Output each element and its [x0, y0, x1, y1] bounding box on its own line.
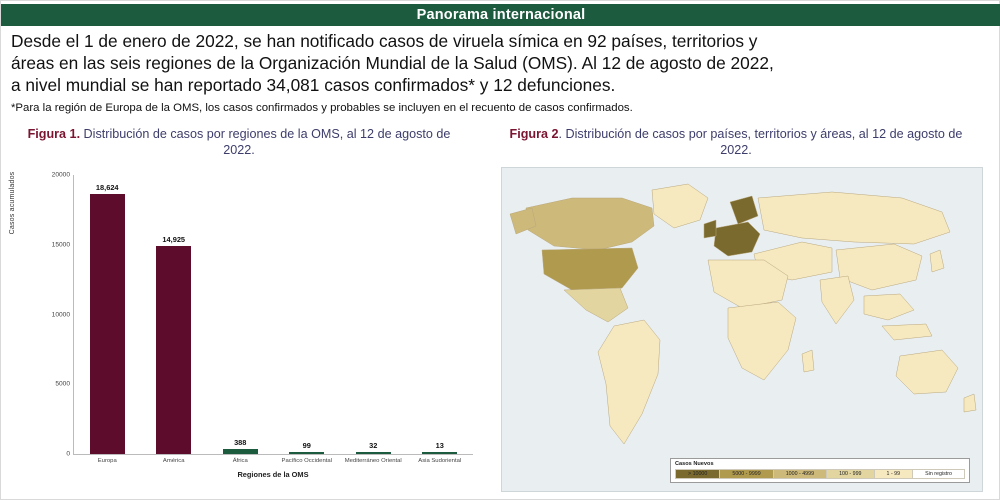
map-legend-item: 1000 - 4999	[773, 469, 826, 479]
map-legend-item: 1 - 99	[874, 469, 913, 479]
banner-title: Panorama internacional	[416, 7, 586, 23]
x-axis-tick: Pacífico Occidental	[281, 458, 332, 464]
chart-bar-value: 99	[302, 441, 311, 450]
figure1-caption-label: Figura 1.	[27, 127, 81, 141]
intro-line-1: Desde el 1 de enero de 2022, se han notificado casos de viruela símica en 92 países, territorios y	[11, 31, 758, 51]
map-legend-row	[675, 469, 965, 479]
x-axis-tick: Asia Sudoriental	[418, 458, 462, 464]
y-axis-tick: 0	[66, 450, 70, 458]
intro-line-3: a nivel mundial se han reportado 34,081 casos confirmados* y 12 defunciones.	[11, 75, 616, 96]
figure2-caption	[501, 127, 971, 158]
map-legend	[670, 458, 970, 483]
figure1-caption-text: Distribución de casos por regiones de la OMS, al 12 de agosto de 2022.	[80, 127, 451, 157]
chart-bar-value: 18,624	[95, 183, 119, 193]
map-legend-item: Sin registro	[912, 469, 965, 479]
chart-bar	[223, 437, 258, 464]
chart-bar-value: 14,925	[162, 234, 186, 244]
x-axis-label: Regiones de la OMS	[237, 470, 309, 479]
map-legend-item: 100 - 999	[826, 469, 873, 479]
intro-line-2: áreas en las seis regiones de la Organización Mundial de la Salud (OMS). Al 12 de agosto de 2022,	[11, 53, 774, 74]
y-axis-tick: 20000	[51, 171, 70, 179]
map-legend-item: 5000 - 9999	[719, 469, 772, 479]
y-axis-tick: 15000	[51, 241, 70, 249]
section-banner	[1, 4, 1000, 26]
world-map-svg	[502, 168, 982, 491]
figure2-world-map	[501, 167, 983, 492]
figure2-caption-text: . Distribución de casos por países, territorios y áreas, al 12 de agosto de 2022.	[558, 127, 963, 157]
figure1-caption	[19, 127, 459, 158]
chart-bar-value: 388	[234, 437, 247, 447]
figure2-caption-label: Figura 2	[509, 127, 559, 141]
map-legend-title: Casos Nuevos	[675, 461, 714, 467]
x-axis-tick: América	[162, 458, 185, 464]
chart-bar	[156, 234, 191, 464]
y-axis-label: Casos acumulados	[9, 171, 16, 235]
figure1-bar-chart	[9, 167, 485, 492]
intro-paragraph	[11, 30, 991, 96]
chart-bar	[418, 441, 462, 464]
x-axis-tick: Europa	[97, 458, 117, 464]
x-axis-tick: Mediterráneo Oriental	[344, 458, 402, 464]
chart-bar	[344, 441, 402, 464]
chart-bar	[90, 183, 125, 464]
chart-bar	[281, 441, 332, 464]
intro-footnote: *Para la región de Europa de la OMS, los casos confirmados y probables se incluyen en el recuento de casos confirmados.	[11, 102, 633, 114]
x-axis-tick: África	[232, 458, 248, 464]
y-axis-tick: 5000	[55, 380, 70, 388]
y-axis-tick: 10000	[51, 311, 70, 318]
chart-plot-area	[51, 171, 473, 464]
chart-bar-value: 13	[435, 441, 444, 450]
chart-bar-value: 32	[369, 441, 378, 450]
map-legend-item: > 10000	[675, 469, 719, 479]
